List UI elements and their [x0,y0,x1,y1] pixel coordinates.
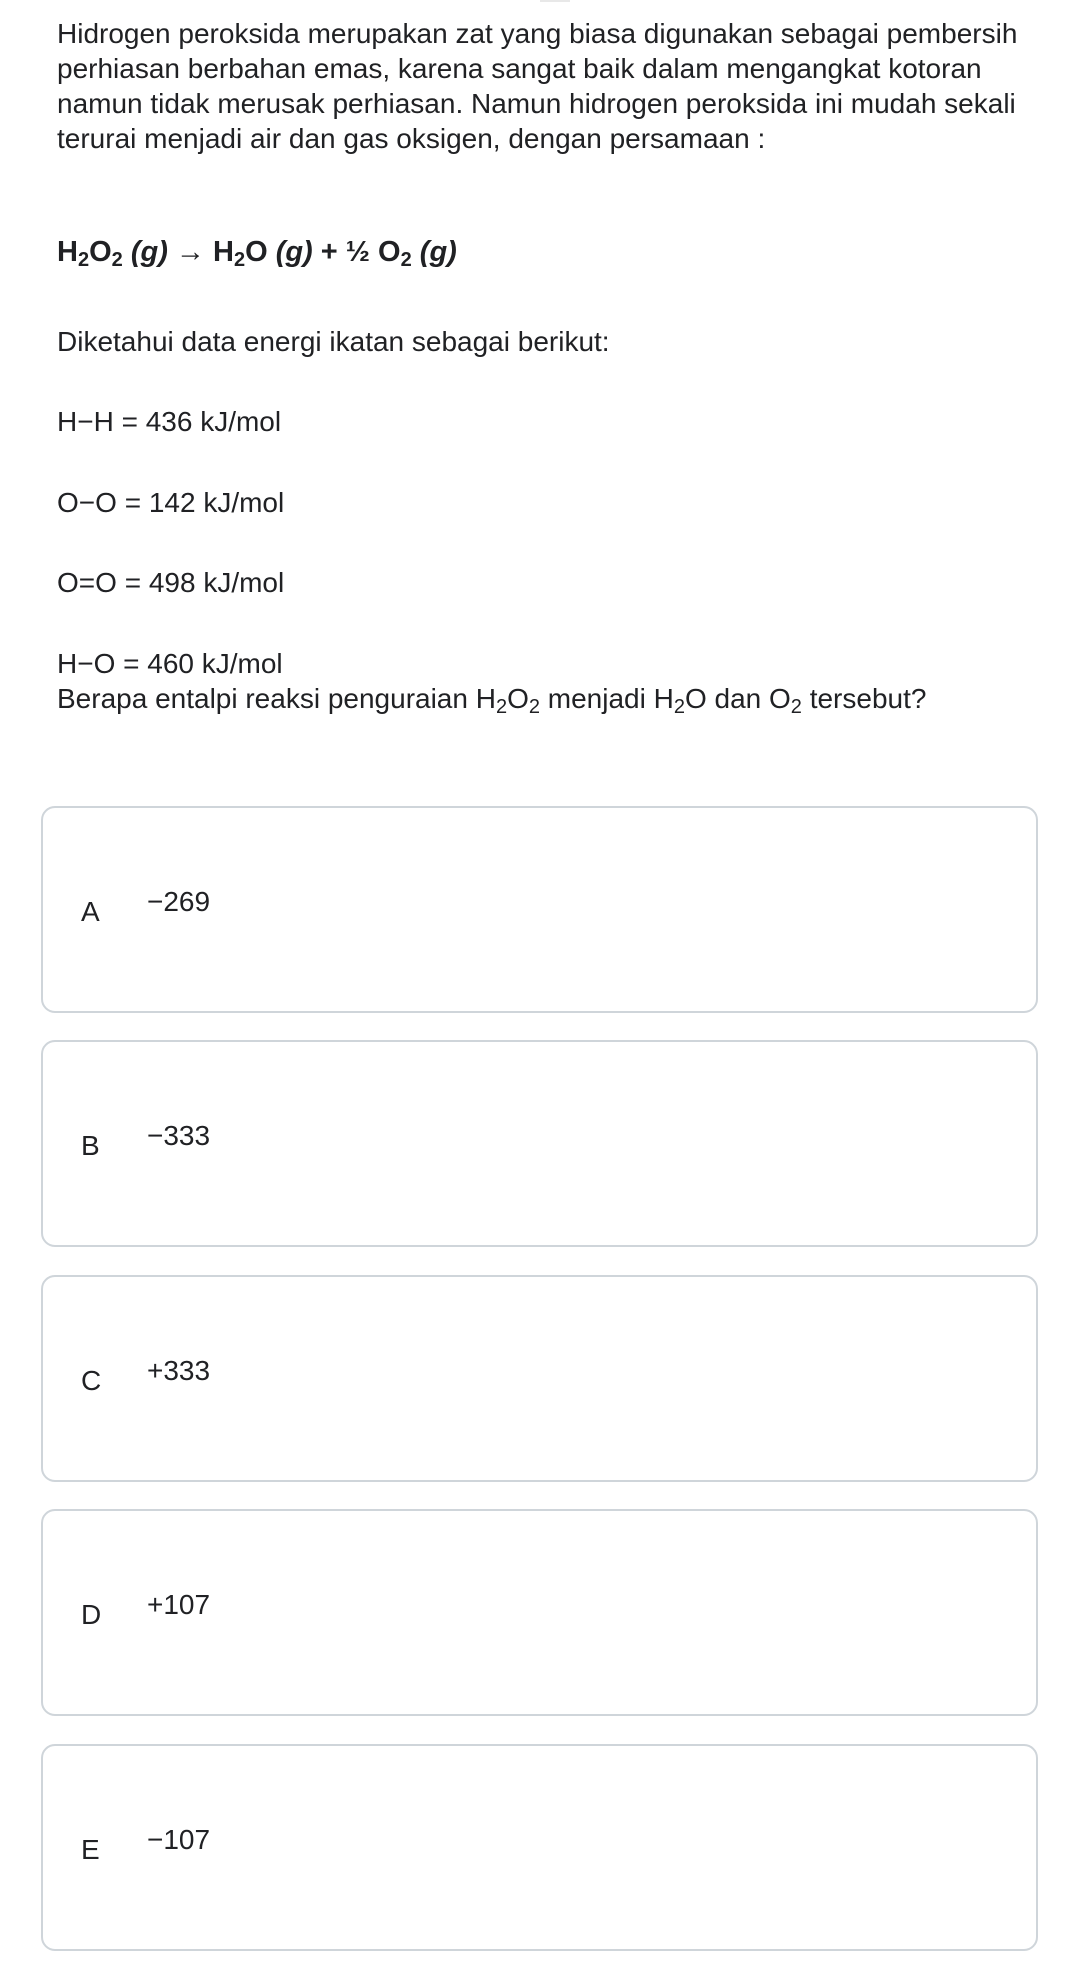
option-letter: A [81,896,100,927]
option-c[interactable] [41,1275,1038,1482]
chemical-equation [57,236,457,269]
top-divider [540,0,570,2]
question-prompt [57,683,927,718]
bond-energy-hh: H−H = 436 kJ/mol [57,406,282,437]
eq-reactant: H [57,236,78,268]
eq-sub: 2 [77,249,90,271]
option-letter: E [81,1834,100,1865]
option-b[interactable] [41,1040,1038,1247]
option-text: −333 [147,1120,211,1151]
option-text: +107 [147,1589,211,1620]
prompt-sub: 2 [673,696,685,718]
prompt-text: menjadi H [539,683,674,714]
eq-reactant-o: O [89,236,112,268]
option-letter: B [81,1130,100,1161]
option-a[interactable] [41,806,1038,1013]
option-text: −107 [147,1824,211,1855]
eq-product-o: O [245,236,268,268]
eq-product: O [378,236,401,268]
eq-sub: 2 [111,249,123,271]
known-data-label: Diketahui data energi ikatan sebagai berikut: [57,326,610,357]
prompt-text: O [507,683,529,714]
bond-energy-oo-double: O=O = 498 kJ/mol [57,567,285,598]
eq-sub: 2 [400,249,412,271]
option-letter: D [81,1599,102,1630]
eq-plus: + ½ [320,236,370,268]
eq-state: (g) [275,236,313,268]
eq-product: H [212,236,234,268]
eq-state: (g) [130,236,168,268]
option-e[interactable] [41,1744,1038,1951]
bond-energy-oo-single: O−O = 142 kJ/mol [57,487,285,518]
prompt-sub: 2 [528,696,540,718]
arrow-icon: → [175,236,205,268]
prompt-text: Berapa entalpi reaksi penguraian H [57,683,496,714]
prompt-text: tersebut? [801,683,927,714]
option-letter: C [81,1365,102,1396]
prompt-sub: 2 [790,696,802,718]
bond-energy-ho: H−O = 460 kJ/mol [57,648,283,679]
option-text: +333 [147,1355,211,1386]
option-d[interactable] [41,1509,1038,1716]
option-text: −269 [147,886,211,917]
eq-sub: 2 [233,249,246,271]
prompt-text: O dan O [684,683,791,714]
question-intro: Hidrogen peroksida merupakan zat yang biasa digunakan sebagai pembersih perhiasan berbahan emas, karena sangat baik dalam mengangkat kotoran namun tidak merusak perhiasan. Namun hidrogen peroksida ini mudah sekali terurai menjadi air dan gas oksigen, dengan persamaan : [57,18,1018,154]
prompt-sub: 2 [495,696,508,718]
eq-state: (g) [419,236,457,268]
